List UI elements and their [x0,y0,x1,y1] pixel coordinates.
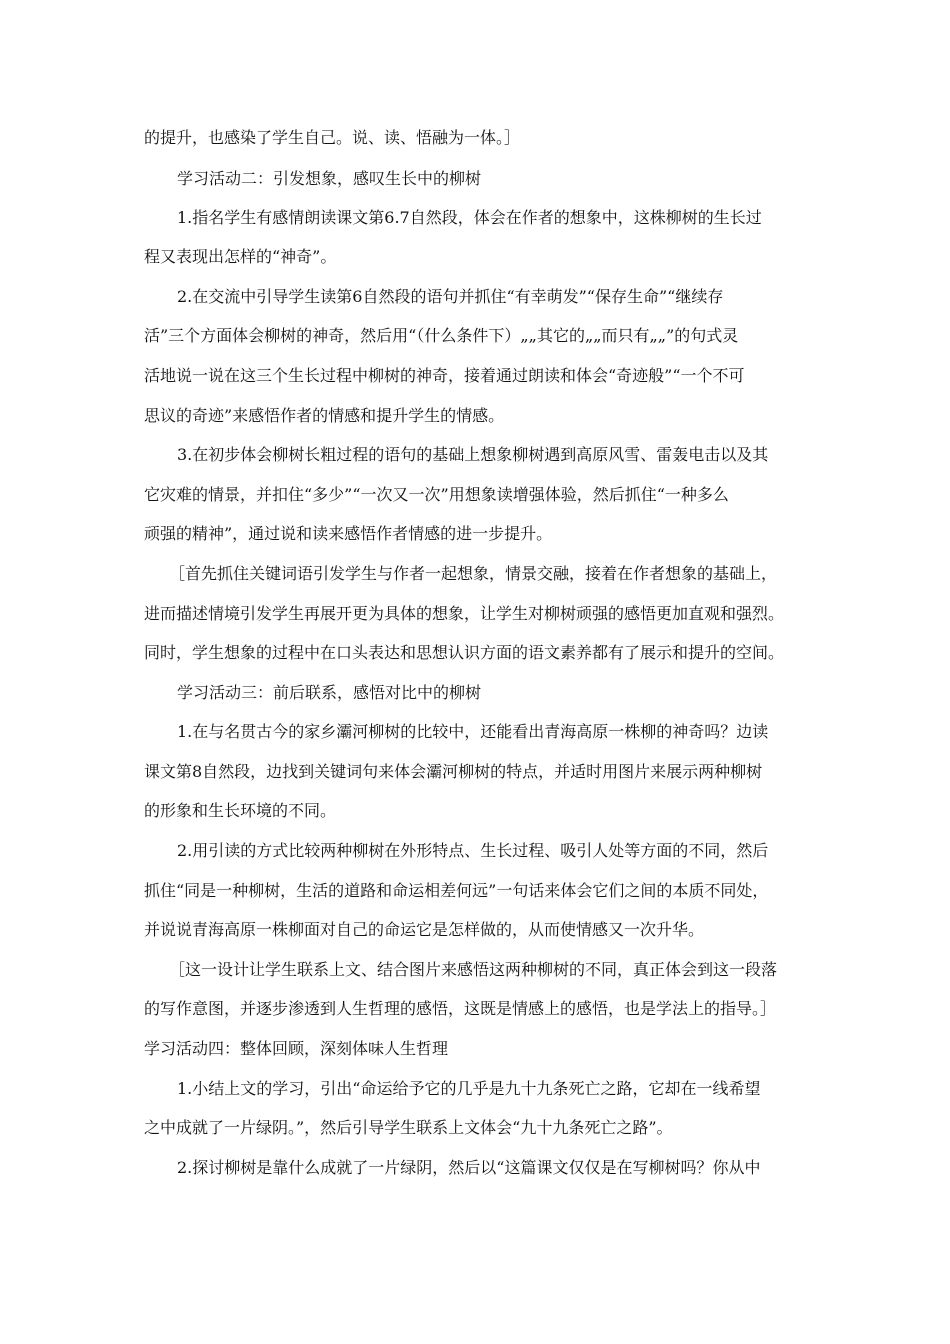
section-heading-activity-3: 学习活动三：前后联系，感悟对比中的柳树 [177,683,482,702]
text-line: 的形象和生长环境的不同。 [144,801,337,820]
text-line: 进而描述情境引发学生再展开更为具体的想象，让学生对柳树顽强的感悟更加直观和强烈。 [144,604,785,623]
text-line: 顽强的精神”，通过说和读来感悟作者情感的进一步提升。 [144,524,553,543]
text-line: 活”三个方面体会柳树的神奇，然后用“（什么条件下）„„其它的„„而只有„„”的句式灵 [144,326,739,345]
text-line: 的提升，也感染了学生自己。说、读、悟融为一体。］ [144,128,521,147]
text-line: 1.指名学生有感情朗读课文第6.7自然段，体会在作者的想象中，这株柳树的生长过 [177,208,762,227]
text-line: 同时，学生想象的过程中在口头表达和思想认识方面的语文素养都有了展示和提升的空间。 [144,643,785,662]
text-line: ［首先抓住关键词语引发学生与作者一起想象，情景交融，接着在作者想象的基础上， [169,564,778,583]
text-line: 课文第8自然段，边找到关键词句来体会灞河柳树的特点，并适时用图片来展示两种柳树 [144,762,763,781]
text-line: 2.用引读的方式比较两种柳树在外形特点、生长过程、吸引人处等方面的不同，然后 [177,841,769,860]
text-line: 活地说一说在这三个生长过程中柳树的神奇，接着通过朗读和体会“奇迹般”“一个不可 [144,366,745,385]
text-line: 抓住“同是一种柳树，生活的道路和命运相差何远”一句话来体会它们之间的本质不同处， [144,881,769,900]
text-line: 之中成就了一片绿阴。”，然后引导学生联系上文体会“九十九条死亡之路”。 [144,1118,673,1137]
text-line: 1.在与名贯古今的家乡灞河柳树的比较中，还能看出青海高原一株柳的神奇吗？边读 [177,722,769,741]
section-heading-activity-2: 学习活动二：引发想象，感叹生长中的柳树 [177,169,482,188]
text-line: 2.探讨柳树是靠什么成就了一片绿阴，然后以“这篇课文仅仅是在写柳树吗？你从中 [177,1158,761,1177]
text-line: 它灾难的情景，并扣住“多少”“一次又一次”用想象读增强体验，然后抓住“一种多么 [144,485,729,504]
text-line: 2.在交流中引导学生读第6自然段的语句并抓住“有幸萌发”“保存生命”“继续存 [177,287,724,306]
text-line: 并说说青海高原一株柳面对自己的命运它是怎样做的，从而使情感又一次升华。 [144,920,705,939]
text-line: 3.在初步体会柳树长粗过程的语句的基础上想象柳树遇到高原风雪、雷轰电击以及其 [177,445,769,464]
text-line: 思议的奇迹”来感悟作者的情感和提升学生的情感。 [144,406,505,425]
text-line: 1.小结上文的学习，引出“命运给予它的几乎是九十九条死亡之路，它却在一线希望 [177,1079,761,1098]
text-line: 程又表现出怎样的“神奇”。 [144,247,337,266]
section-heading-activity-4: 学习活动四：整体回顾，深刻体味人生哲理 [144,1039,449,1058]
text-line: ［这一设计让学生联系上文、结合图片来感悟这两种柳树的不同，真正体会到这一段落 [169,960,778,979]
text-line: 的写作意图，并逐步渗透到人生哲理的感悟，这既是情感上的感悟，也是学法上的指导。］ [144,999,777,1018]
